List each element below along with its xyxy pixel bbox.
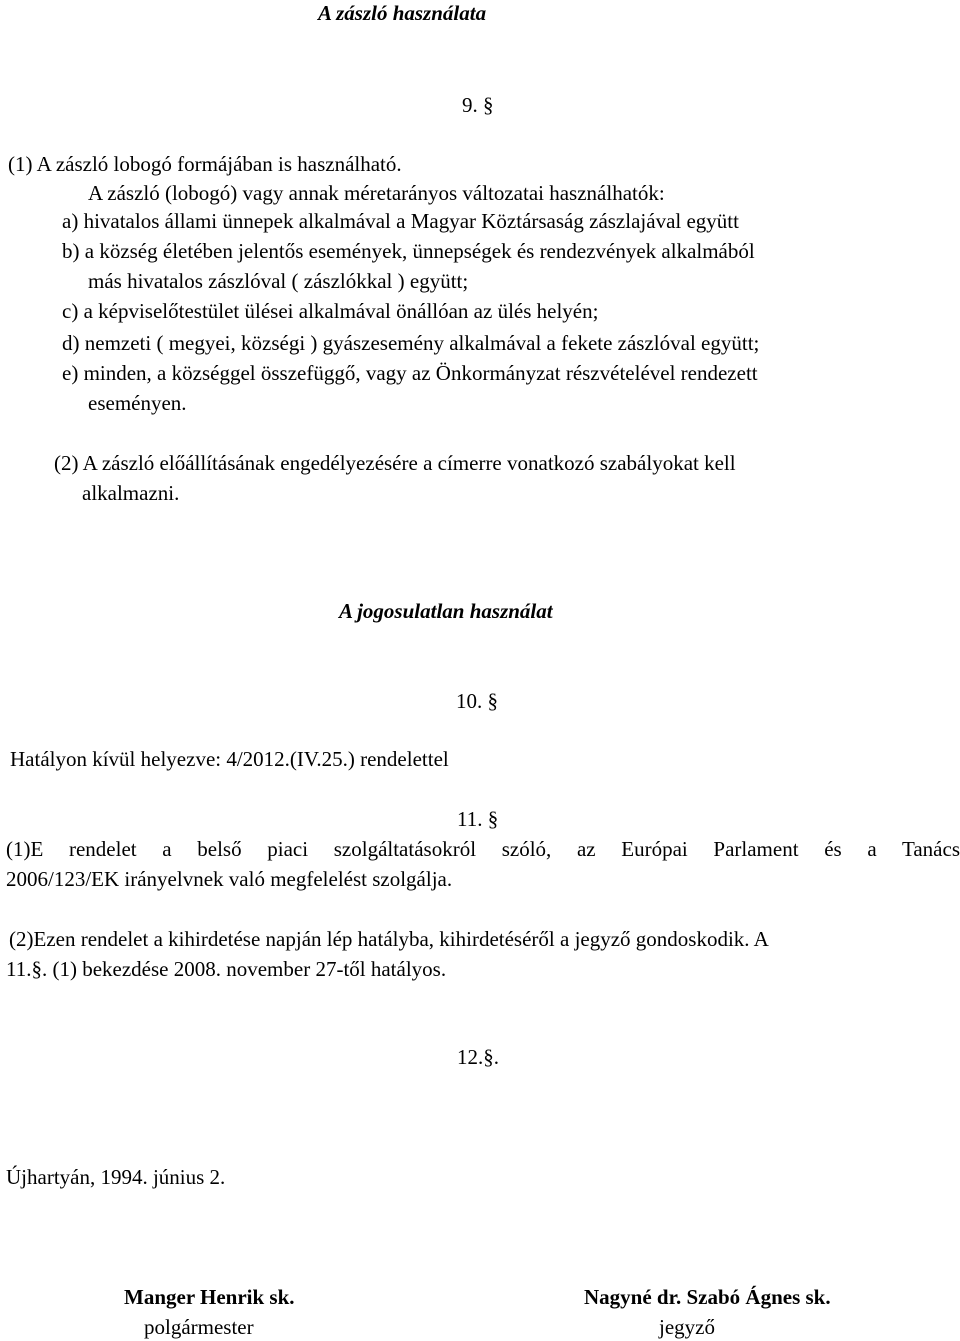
section-12-number: 12.§. (457, 1045, 499, 1069)
signature-notary-name: Nagyné dr. Szabó Ágnes sk. (584, 1285, 831, 1309)
section-9-paragraph-1-intro: (1) A zászló lobogó formájában is használható. (8, 152, 402, 176)
list-item-e-continued: eseményen. (88, 391, 187, 415)
section-11-paragraph-1-line-1: (1)E rendelet a belső piaci szolgáltatásokról szóló, az Európai Parlament és a Tanács (6, 837, 960, 861)
section-9-paragraph-1-sub: A zászló (lobogó) vagy annak méretarányos változatai használhatók: (88, 181, 665, 205)
list-item-b: b) a község életében jelentős események, ünnepségek és rendezvények alkalmából (62, 239, 755, 263)
section-9-title: A zászló használata (318, 1, 487, 25)
place-date: Újhartyán, 1994. június 2. (6, 1165, 226, 1189)
section-9-number: 9. § (462, 93, 494, 117)
section-11-paragraph-1-line-2: 2006/123/EK irányelvnek való megfelelést szolgálja. (6, 867, 453, 891)
signature-mayor-name: Manger Henrik sk. (124, 1285, 295, 1309)
list-item-e: e) minden, a községgel összefüggő, vagy az Önkormányzat részvételével rendezett (62, 361, 758, 385)
section-10-title: A jogosulatlan használat (339, 599, 553, 623)
list-item-b-continued: más hivatalos zászlóval ( zászlókkal ) együtt; (88, 269, 469, 293)
list-item-a: a) hivatalos állami ünnepek alkalmával a Magyar Köztársaság zászlajával együtt (62, 209, 739, 233)
section-9-paragraph-2-line-1: (2) A zászló előállításának engedélyezésére a címerre vonatkozó szabályokat kell (54, 451, 736, 475)
section-10-number: 10. § (456, 689, 498, 713)
list-item-d: d) nemzeti ( megyei, községi ) gyászesemény alkalmával a fekete zászlóval együtt; (62, 331, 760, 355)
list-item-c: c) a képviselőtestület ülései alkalmával önállóan az ülés helyén; (62, 299, 599, 323)
section-9-paragraph-2-line-2: alkalmazni. (82, 481, 180, 505)
section-11-paragraph-2-line-1: (2)Ezen rendelet a kihirdetése napján lép hatályba, kihirdetéséről a jegyző gondoskodik. A (9, 927, 769, 951)
signature-mayor-role: polgármester (144, 1315, 254, 1339)
signature-notary-role: jegyző (659, 1315, 715, 1339)
section-11-paragraph-2-line-2: 11.§. (1) bekezdése 2008. november 27-től hatályos. (6, 957, 447, 981)
section-10-text: Hatályon kívül helyezve: 4/2012.(IV.25.) rendelettel (10, 747, 449, 771)
section-11-number: 11. § (457, 807, 499, 831)
